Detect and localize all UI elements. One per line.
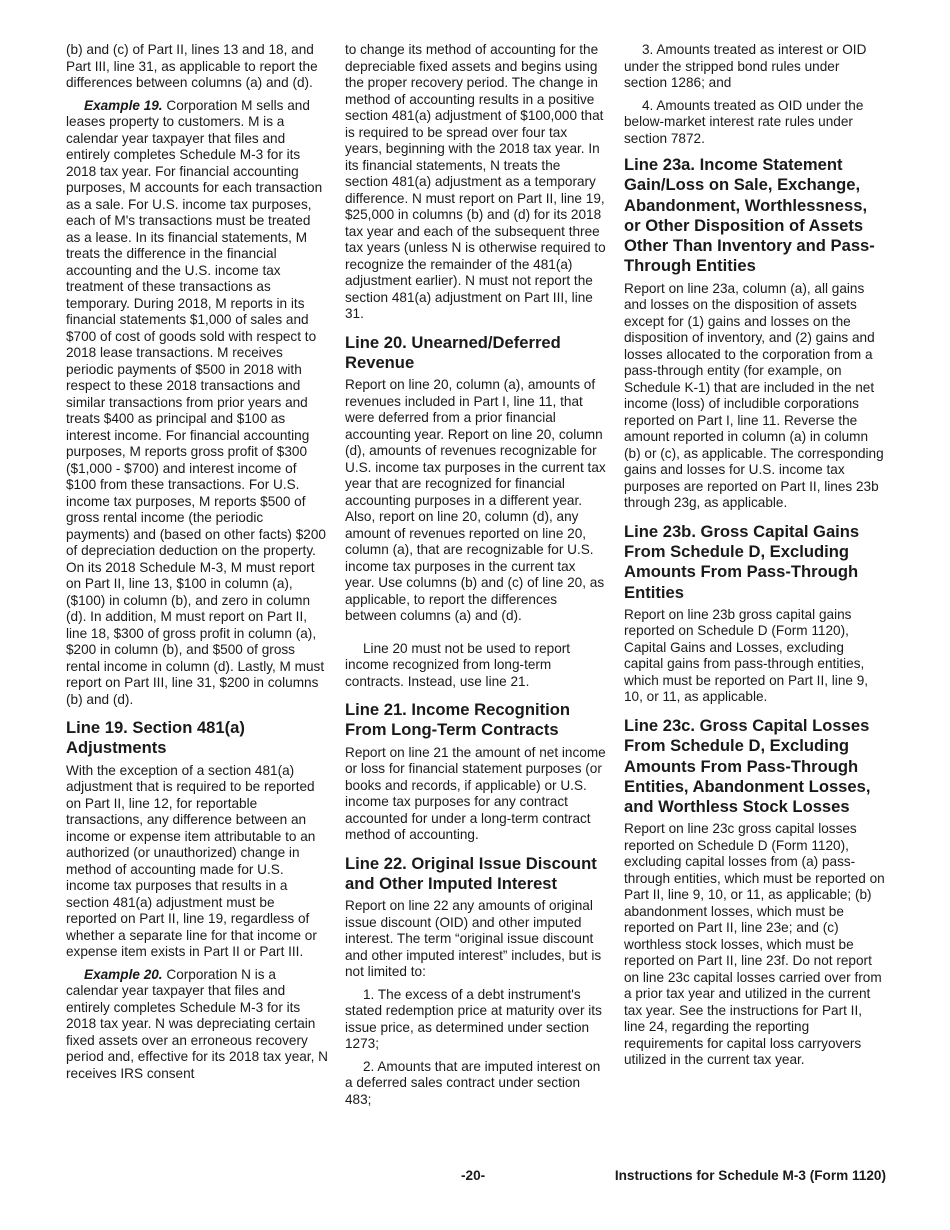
page-number: -20- bbox=[461, 1168, 486, 1183]
paragraph: Report on line 23c gross capital losses reported on Schedule D (Form 1120), excluding capital losses from (a) pass-through entities, which must be reported on Part II, line 9, 10, or 11, as applicable; (b) abandonment losses, which must be reported on Part II, line 23e; and (c) worthless stock losses, which must be reported on Part II, line 23f. Do not report on line 23c capital losses carried over from a prior tax year and utilized in the current tax year. See the instructions for Part II, line 24, regarding the reporting requirements for capital loss carryovers utilized in the current tax year. bbox=[624, 821, 885, 1068]
example-20 bbox=[66, 967, 328, 1083]
paragraph: Report on line 21 the amount of net income or loss for financial statement purposes (or books and records, if applicable) or U.S. income tax purposes for any contract accounted for under a long-term contract method of accounting. bbox=[345, 744, 606, 843]
list-item: 4. Amounts treated as OID under the below-market interest rate rules under section 7872. bbox=[624, 97, 864, 146]
list-item: 3. Amounts treated as interest or OID under the stripped bond rules under section 1286; and bbox=[624, 42, 867, 90]
heading-line-23b: Line 23b. Gross Capital Gains From Schedule D, Excluding Amounts From Pass-Through Entities bbox=[624, 521, 860, 602]
paragraph: Report on line 22 any amounts of original issue discount (OID) and other imputed interest. The term “original issue discount and other imputed interest” includes, but is not limited to: bbox=[345, 898, 602, 980]
example-label: Example 20. bbox=[84, 966, 163, 982]
page-footer bbox=[66, 1168, 886, 1188]
heading-line-19: Line 19. Section 481(a) Adjustments bbox=[66, 718, 245, 758]
paragraph: Report on line 23b gross capital gains reported on Schedule D (Form 1120), Capital Gains and Losses, excluding capital gains from pass-through entities, which must be reported on Part II, line 9, 10, or 11, as applicable. bbox=[624, 606, 869, 705]
example-19 bbox=[66, 98, 328, 709]
paragraph: Report on line 23a, column (a), all gains and losses on the disposition of assets except for (1) gains and losses on the disposition of inventory, and (2) gains and losses allocated to the corporation from a pass-through entity (for example, on Schedule K-1) that are included in the net income (loss) of includible corporations reported on Part I, line 11. Reverse the amount reported in column (a) in column (b) or (c), as applicable. The corresponding gains and losses for U.S. income tax purposes are reported on Part II, lines 23b through 23g, as applicable. bbox=[624, 280, 884, 511]
document-title: Instructions for Schedule M-3 (Form 1120) bbox=[614, 1168, 886, 1183]
heading-line-23a: Line 23a. Income Statement Gain/Loss on Sale, Exchange, Abandonment, Worthlessness, or Other Disposition of Assets Other Than Inventory and Pass-Through Entities bbox=[624, 155, 875, 276]
heading-line-23c: Line 23c. Gross Capital Losses From Schedule D, Excluding Amounts From Pass-Through Entities, Abandonment Losses, and Worthless Stock Losses bbox=[624, 715, 871, 817]
paragraph: Line 20 must not be used to report income recognized from long-term contracts. Instead, use line 21. bbox=[345, 640, 571, 689]
example-text: Corporation N is a calendar year taxpayer that files and entirely completes Schedule M-3 for its 2018 tax year. N was depreciating certain fixed assets over an erroneous recovery period and, effective for its 2018 tax year, N receives IRS consent bbox=[66, 966, 328, 1081]
paragraph: With the exception of a section 481(a) adjustment that is required to be reported on Part II, line 12, for reportable transactions, any difference between an income or expense item attributable to an authorized (or unauthorized) change in method of accounting made for U.S. income tax purposes that results in a section 481(a) adjustment must be reported on Part II, line 19, regardless of whether a separate line for that income or expense item exists in Part II or Part III. bbox=[66, 762, 317, 960]
column-middle bbox=[345, 42, 607, 1114]
column-left bbox=[66, 42, 328, 1088]
paragraph: (b) and (c) of Part II, lines 13 and 18, and Part III, line 31, as applicable to report the differences between columns (a) and (d). bbox=[66, 42, 318, 90]
heading-line-22: Line 22. Original Issue Discount and Other Imputed Interest bbox=[345, 853, 597, 893]
paragraph: to change its method of accounting for the depreciable fixed assets and begins using the proper recovery period. The change in method of accounting results in a positive section 481(a) adjustment of $100,000 that is required to be spread over four tax years, beginning with the 2018 tax year. In its financial statements, N treats the section 481(a) adjustment as a temporary difference. N must report on Part II, line 19, $25,000 in columns (b) and (d) for its 2018 tax year and each of the subsequent three tax years (unless N is otherwise required to recognize the remainder of the 481(a) adjustment earlier). N must not report the section 481(a) adjustment on Part III, line 31. bbox=[345, 42, 606, 321]
list-item: 2. Amounts that are imputed interest on a deferred sales contract under section 483; bbox=[345, 1058, 601, 1107]
heading-line-20: Line 20. Unearned/Deferred Revenue bbox=[345, 332, 561, 372]
list-item: 1. The excess of a debt instrument's stated redemption price at maturity over its issue price, as determined under section 1273; bbox=[345, 986, 602, 1052]
example-text: Corporation M sells and leases property to customers. M is a calendar year taxpayer that files and entirely completes Schedule M-3 for its 2018 tax year. For financial accounting purposes, M accounts for each transaction as a sale. For U.S. income tax purposes, each of M's transactions must be treated as a lease. In its financial statements, M treats the difference in the financial accounting and the U.S. income tax treatment of these transactions as temporary. During 2018, M reports in its financial statements $1,000 of sales and $700 of cost of goods sold with respect to 2018 lease transactions. M receives periodic payments of $500 in 2018 with respect to these 2018 transactions and similar transactions from prior years and treats $400 as principal and $100 as interest income. For financial accounting purposes, M reports gross profit of $300 ($1,000 - $700) and interest income of $100 from these transactions. For U.S. income tax purposes, M reports $500 of gross rental income (the periodic payments) and (based on other facts) $200 of depreciation deduction on the property. On its 2018 Schedule M-3, M must report on Part II, line 13, $100 in column (a), ($100) in column (b), and zero in column (d). In addition, M must report on Part II, line 18, $300 of gross profit in column (a), $200 in column (b), and $500 of gross rental income in column (d). Lastly, M must report on Part III, line 31, $200 in columns (b) and (d). bbox=[66, 97, 326, 707]
paragraph: Report on line 20, column (a), amounts of revenues included in Part I, line 11, that were deferred from a prior financial accounting year. Report on line 20, column (d), amounts of revenues recognizable for U.S. income tax purposes in the current tax year that are recognized for financial accounting purposes in a different year. Also, report on line 20, column (d), any amount of revenues reported on line 20, column (a), that are recognizable for U.S. income tax purposes in the current tax year. Use columns (b) and (c) of line 20, as applicable, to report the differences between columns (a) and (d). bbox=[345, 377, 606, 624]
example-label: Example 19. bbox=[84, 97, 163, 113]
column-right bbox=[624, 42, 886, 1075]
heading-line-21: Line 21. Income Recognition From Long-Term Contracts bbox=[345, 700, 570, 740]
